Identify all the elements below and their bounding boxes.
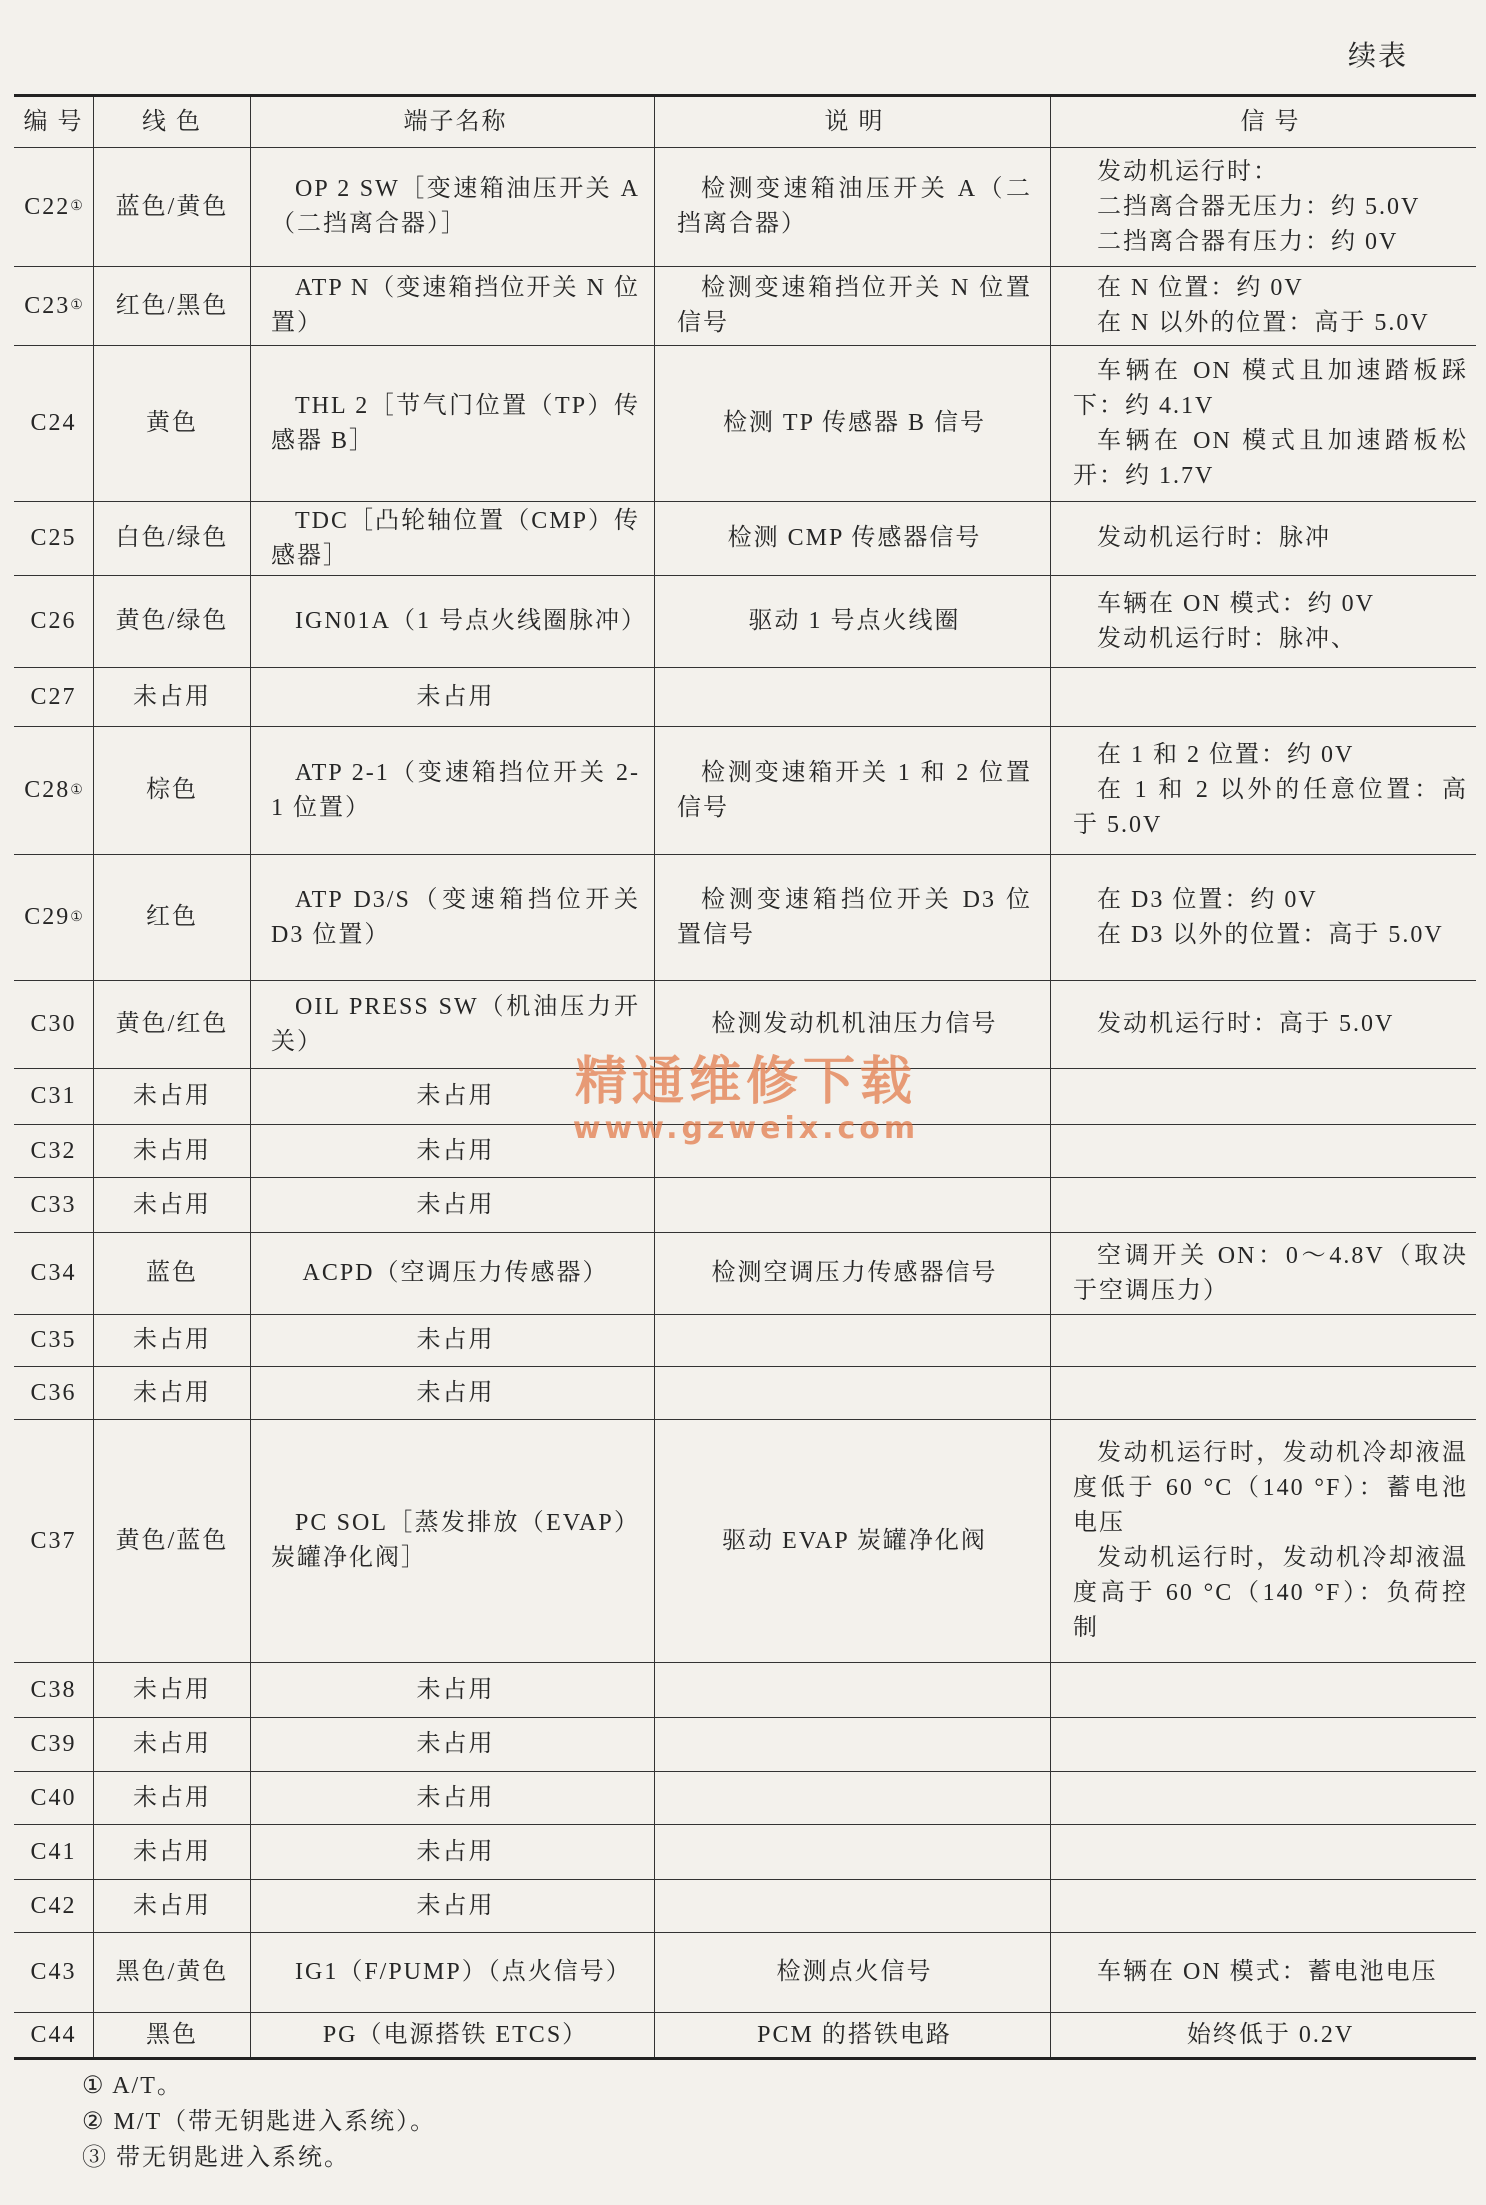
terminal-name: 未占用 xyxy=(416,1137,495,1164)
pin-number-cell xyxy=(14,1178,93,1232)
terminal-name-cell xyxy=(250,1125,654,1177)
signal-line: 在 D3 以外的位置：高于 5.0V xyxy=(1097,921,1444,948)
table-row xyxy=(14,727,1476,855)
signal-cell xyxy=(1050,502,1476,575)
terminal-name: 未占用 xyxy=(416,1892,495,1919)
signal-text xyxy=(1073,1007,1468,1042)
signal-line: 发动机运行时，发动机冷却液温度高于 60 °C（140 °F）：负荷控制 xyxy=(1073,1545,1468,1641)
signal-cell xyxy=(1050,576,1476,667)
terminal-name: 未占用 xyxy=(416,1083,495,1109)
signal-cell xyxy=(1050,1069,1476,1124)
pin-number: C25 xyxy=(30,525,77,551)
signal-text xyxy=(1073,271,1468,341)
terminal-name-cell xyxy=(250,1663,654,1717)
description: 检测 TP 传感器 B 信号 xyxy=(722,410,987,436)
table-row xyxy=(14,1367,1476,1420)
pin-number: C34 xyxy=(30,1260,77,1286)
pin-number-cell xyxy=(14,668,93,726)
signal-cell xyxy=(1050,1315,1476,1366)
header-description: 说 明 xyxy=(654,97,1050,147)
wire-color-cell xyxy=(93,1367,250,1419)
signal-cell xyxy=(1050,2013,1476,2057)
description-cell xyxy=(654,727,1050,854)
table-row xyxy=(14,346,1476,502)
wire-color: 未占用 xyxy=(133,1191,211,1218)
wire-color: 未占用 xyxy=(133,1083,211,1109)
pin-number-cell xyxy=(14,1315,93,1366)
signal-cell xyxy=(1050,267,1476,345)
signal-text xyxy=(1073,1239,1468,1309)
table-header-row xyxy=(14,94,1476,148)
watermark-title: 精通维修下载 xyxy=(574,1052,917,1112)
terminal-name: OP 2 SW［变速箱油压开关 A（二挡离合器）］ xyxy=(271,176,640,237)
terminal-name-cell xyxy=(250,668,654,726)
terminal-name-cell xyxy=(250,1178,654,1232)
description: 检测变速箱挡位开关 N 位置信号 xyxy=(677,275,1032,336)
terminal-name: PG（电源搭铁 ETCS） xyxy=(322,2021,589,2048)
signal-text xyxy=(1073,155,1468,260)
footnote-1: ① A/T。 xyxy=(82,2073,183,2099)
signal-text xyxy=(1073,587,1468,657)
description-cell xyxy=(654,267,1050,345)
description-cell xyxy=(654,1718,1050,1771)
description: 检测变速箱挡位开关 D3 位置信号 xyxy=(677,886,1032,948)
terminal-name: 未占用 xyxy=(416,1676,495,1703)
signal-line: 在 1 和 2 位置：约 0V xyxy=(1097,742,1355,768)
pin-number: C23 xyxy=(24,292,71,319)
footnotes xyxy=(82,2068,436,2176)
signal-line: 发动机运行时： xyxy=(1097,158,1279,185)
table-row xyxy=(14,668,1476,727)
description: 检测变速箱油压开关 A（二挡离合器） xyxy=(677,176,1032,237)
description: PCM 的搭铁电路 xyxy=(757,2021,952,2048)
pin-number-cell xyxy=(14,502,93,575)
pin-number-cell xyxy=(14,981,93,1068)
signal-line: 在 N 位置：约 0V xyxy=(1097,275,1304,301)
pin-number-cell xyxy=(14,1367,93,1419)
wire-color: 未占用 xyxy=(133,1731,211,1757)
table-row xyxy=(14,576,1476,668)
wire-color: 未占用 xyxy=(133,1838,211,1865)
table-row xyxy=(14,1069,1476,1125)
continued-label: 续表 xyxy=(1348,41,1409,72)
footnote-3: ③ 带无钥匙进入系统。 xyxy=(82,2145,350,2171)
signal-text xyxy=(1073,1436,1468,1646)
terminal-name-cell xyxy=(250,502,654,575)
pin-number-cell xyxy=(14,1125,93,1177)
pin-number-cell: C22 ① xyxy=(14,148,93,266)
terminal-name-cell xyxy=(250,855,654,980)
pin-number: C43 xyxy=(30,1959,77,1985)
terminal-name: ATP D3/S（变速箱挡位开关 D3 位置） xyxy=(271,886,640,948)
wire-color: 黑色 xyxy=(146,2021,198,2048)
header-wire-color: 线 色 xyxy=(93,97,250,147)
table-row xyxy=(14,2013,1476,2060)
pin-number: C28 xyxy=(24,777,71,803)
signal-text xyxy=(1073,521,1468,556)
pin-number-cell xyxy=(14,346,93,501)
terminal-name: 未占用 xyxy=(416,1327,495,1353)
signal-cell xyxy=(1050,148,1476,266)
description-cell xyxy=(654,502,1050,575)
table-row xyxy=(14,1233,1476,1315)
signal-text xyxy=(1073,354,1468,494)
description-cell xyxy=(654,1825,1050,1879)
wire-color: 棕色 xyxy=(146,777,198,803)
signal-line: 发动机运行时：脉冲 xyxy=(1097,525,1331,551)
wire-color-cell xyxy=(93,1663,250,1717)
terminal-name-cell xyxy=(250,576,654,667)
description-cell xyxy=(654,1367,1050,1419)
table-row xyxy=(14,1880,1476,1933)
wire-color: 未占用 xyxy=(133,1892,211,1919)
terminal-name: 未占用 xyxy=(416,1784,495,1811)
header-pin-number: 编 号 xyxy=(23,108,84,135)
terminal-name: IGN01A（1 号点火线圈脉冲） xyxy=(295,608,647,634)
description-cell xyxy=(654,346,1050,501)
table-row xyxy=(14,148,1476,267)
pin-number: C29 xyxy=(24,904,71,930)
description-cell xyxy=(654,1069,1050,1124)
pin-number: C33 xyxy=(30,1191,77,1218)
terminal-name: 未占用 xyxy=(416,683,495,710)
pin-number: C38 xyxy=(30,1676,77,1703)
wire-color-cell xyxy=(93,1233,250,1314)
wire-color-cell xyxy=(93,1772,250,1824)
footnote-2: ② M/T（带无钥匙进入系统）。 xyxy=(82,2109,437,2135)
pin-number: C40 xyxy=(30,1784,77,1811)
terminal-name: THL 2［节气门位置（TP）传感器 B］ xyxy=(271,392,640,454)
table-row xyxy=(14,1178,1476,1233)
pin-number-cell xyxy=(14,576,93,667)
signal-cell xyxy=(1050,668,1476,726)
pin-number: C39 xyxy=(30,1731,77,1757)
wire-color-cell xyxy=(93,668,250,726)
header-terminal-name: 端子名称 xyxy=(250,97,654,147)
table-row xyxy=(14,1772,1476,1825)
pin-number: C24 xyxy=(30,410,77,436)
signal-line: 二挡离合器有压力：约 0V xyxy=(1097,228,1399,255)
pin-number-cell xyxy=(14,2013,93,2057)
description-cell xyxy=(654,1663,1050,1717)
description-cell xyxy=(654,1178,1050,1232)
pin-number: C22 xyxy=(24,193,71,220)
header-signal: 信 号 xyxy=(1050,97,1476,147)
wire-color-cell xyxy=(93,576,250,667)
wire-color: 白色/绿色 xyxy=(115,525,229,551)
signal-cell xyxy=(1050,855,1476,980)
terminal-name: TDC［凸轮轴位置（CMP）传感器］ xyxy=(271,507,640,569)
wire-color: 黄色/红色 xyxy=(115,1011,229,1037)
description: 检测变速箱开关 1 和 2 位置信号 xyxy=(677,759,1032,821)
wire-color-cell xyxy=(93,148,250,266)
description-cell xyxy=(654,1125,1050,1177)
description-cell xyxy=(654,576,1050,667)
pin-number: C32 xyxy=(30,1137,77,1164)
signal-line: 在 N 以外的位置：高于 5.0V xyxy=(1097,310,1430,336)
terminal-name-cell xyxy=(250,727,654,854)
signal-text xyxy=(1073,738,1468,843)
wire-color: 未占用 xyxy=(133,1676,211,1703)
wire-color-cell xyxy=(93,267,250,345)
table-row xyxy=(14,1420,1476,1663)
description-cell xyxy=(654,1772,1050,1824)
wire-color-cell xyxy=(93,1069,250,1124)
terminal-name-cell xyxy=(250,1880,654,1932)
signal-text xyxy=(1073,1955,1468,1990)
pin-number-cell: C28 ① xyxy=(14,727,93,854)
pin-number: C30 xyxy=(30,1011,77,1037)
pin-number-cell xyxy=(14,1663,93,1717)
description-cell xyxy=(654,1880,1050,1932)
signal-line: 空调开关 ON：0～4.8V（取决于空调压力） xyxy=(1073,1242,1468,1304)
wire-color-cell xyxy=(93,346,250,501)
terminal-name-cell xyxy=(250,1315,654,1366)
signal-cell xyxy=(1050,1880,1476,1932)
wire-color-cell xyxy=(93,1825,250,1879)
description: 驱动 1 号点火线圈 xyxy=(748,608,961,634)
signal-line: 发动机运行时：高于 5.0V xyxy=(1097,1011,1395,1037)
wire-color: 黄色 xyxy=(146,410,198,436)
wire-color: 未占用 xyxy=(133,1379,211,1406)
signal-line: 车辆在 ON 模式：蓄电池电压 xyxy=(1097,1959,1438,1985)
terminal-name: ACPD（空调压力传感器） xyxy=(302,1260,609,1286)
pin-number-cell xyxy=(14,1880,93,1932)
table-row xyxy=(14,855,1476,981)
description: 检测点火信号 xyxy=(776,1959,933,1985)
pin-number-cell xyxy=(14,1933,93,2012)
signal-line: 车辆在 ON 模式且加速踏板松开：约 1.7V xyxy=(1073,427,1468,489)
pin-number-cell xyxy=(14,1069,93,1124)
table-row xyxy=(14,1933,1476,2013)
wire-color-cell xyxy=(93,1420,250,1662)
wire-color-cell xyxy=(93,1125,250,1177)
signal-cell xyxy=(1050,1663,1476,1717)
terminal-name-cell xyxy=(250,981,654,1068)
terminal-name-cell xyxy=(250,2013,654,2057)
table-row xyxy=(14,1663,1476,1718)
signal-cell xyxy=(1050,1825,1476,1879)
terminal-name: ATP 2-1（变速箱挡位开关 2-1 位置） xyxy=(271,759,640,821)
terminal-name-cell xyxy=(250,1069,654,1124)
pin-number-cell: C29 ① xyxy=(14,855,93,980)
terminal-name: ATP N（变速箱挡位开关 N 位置） xyxy=(271,275,640,336)
terminal-name-cell xyxy=(250,267,654,345)
signal-cell xyxy=(1050,1178,1476,1232)
pin-number: C31 xyxy=(30,1083,77,1109)
signal-cell xyxy=(1050,981,1476,1068)
terminal-name-cell xyxy=(250,346,654,501)
pin-table xyxy=(14,94,1476,2060)
terminal-name-cell xyxy=(250,1718,654,1771)
wire-color-cell xyxy=(93,1315,250,1366)
description-cell xyxy=(654,668,1050,726)
signal-cell xyxy=(1050,1718,1476,1771)
description-cell xyxy=(654,981,1050,1068)
table-row xyxy=(14,267,1476,346)
signal-line: 在 D3 位置：约 0V xyxy=(1097,886,1318,913)
signal-cell xyxy=(1050,1772,1476,1824)
pin-number: C27 xyxy=(30,683,77,710)
table-row xyxy=(14,502,1476,576)
pin-number-cell xyxy=(14,1420,93,1662)
terminal-name-cell xyxy=(250,1825,654,1879)
pin-number: C37 xyxy=(30,1527,77,1554)
description-cell xyxy=(654,1315,1050,1366)
pin-number-cell xyxy=(14,1233,93,1314)
description: 检测空调压力传感器信号 xyxy=(711,1260,998,1286)
pin-number: C36 xyxy=(30,1379,77,1406)
signal-cell xyxy=(1050,346,1476,501)
terminal-name: 未占用 xyxy=(416,1838,495,1865)
wire-color-cell xyxy=(93,1718,250,1771)
terminal-name: 未占用 xyxy=(416,1191,495,1218)
description-cell xyxy=(654,1233,1050,1314)
wire-color-cell xyxy=(93,981,250,1068)
pin-number-cell xyxy=(14,1825,93,1879)
wire-color: 黄色/蓝色 xyxy=(115,1527,229,1554)
wire-color-cell xyxy=(93,855,250,980)
signal-line: 车辆在 ON 模式：约 0V xyxy=(1097,590,1375,617)
terminal-name-cell xyxy=(250,1772,654,1824)
pin-number-cell xyxy=(14,1718,93,1771)
wire-color: 黑色/黄色 xyxy=(115,1959,229,1985)
wire-color: 黄色/绿色 xyxy=(115,608,229,634)
wire-color: 未占用 xyxy=(133,683,211,710)
description-cell xyxy=(654,1933,1050,2012)
description-cell xyxy=(654,2013,1050,2057)
wire-color: 未占用 xyxy=(133,1327,211,1353)
wire-color: 蓝色 xyxy=(146,1260,198,1286)
signal-cell xyxy=(1050,1420,1476,1662)
wire-color: 蓝色/黄色 xyxy=(115,193,229,220)
description: 检测发动机机油压力信号 xyxy=(711,1011,998,1037)
wire-color-cell xyxy=(93,1933,250,2012)
signal-text xyxy=(1073,883,1468,953)
description-cell xyxy=(654,855,1050,980)
wire-color-cell xyxy=(93,727,250,854)
terminal-name-cell xyxy=(250,148,654,266)
terminal-name: 未占用 xyxy=(416,1379,495,1406)
description-cell xyxy=(654,148,1050,266)
signal-line: 发动机运行时，发动机冷却液温度低于 60 °C（140 °F）：蓄电池电压 xyxy=(1073,1440,1468,1536)
signal-cell xyxy=(1050,1233,1476,1314)
signal-cell xyxy=(1050,1125,1476,1177)
wire-color: 未占用 xyxy=(133,1784,211,1811)
signal-cell xyxy=(1050,727,1476,854)
terminal-name: PC SOL［蒸发排放（EVAP）炭罐净化阀］ xyxy=(271,1510,640,1571)
pin-number: C26 xyxy=(30,608,77,634)
table-row xyxy=(14,1718,1476,1772)
terminal-name: 未占用 xyxy=(416,1731,495,1757)
pin-number: C35 xyxy=(30,1327,77,1353)
table-row xyxy=(14,1315,1476,1367)
wire-color: 未占用 xyxy=(133,1137,211,1164)
wire-color: 红色/黑色 xyxy=(115,292,229,319)
signal-cell xyxy=(1050,1933,1476,2012)
wire-color-cell xyxy=(93,2013,250,2057)
wire-color: 红色 xyxy=(146,904,198,930)
signal-line: 车辆在 ON 模式且加速踏板踩下：约 4.1V xyxy=(1073,357,1468,419)
wire-color-cell xyxy=(93,1178,250,1232)
table-row xyxy=(14,1125,1476,1178)
table-row xyxy=(14,981,1476,1069)
description-cell xyxy=(654,1420,1050,1662)
pin-number: C41 xyxy=(30,1838,77,1865)
terminal-name: IG1（F/PUMP）（点火信号） xyxy=(295,1959,632,1985)
watermark-url: www.gzweix.com xyxy=(572,1111,920,1146)
pin-number: C44 xyxy=(30,2021,77,2048)
pin-number: C42 xyxy=(30,1892,77,1919)
signal-line: 始终低于 0.2V xyxy=(1186,2021,1355,2048)
signal-line: 在 1 和 2 以外的任意位置：高于 5.0V xyxy=(1073,777,1468,838)
table-body xyxy=(14,148,1476,2060)
pin-number-cell xyxy=(14,1772,93,1824)
signal-text xyxy=(1073,2018,1468,2053)
wire-color-cell xyxy=(93,502,250,575)
description: 检测 CMP 传感器信号 xyxy=(727,525,982,551)
table-row xyxy=(14,1825,1476,1880)
signal-line: 二挡离合器无压力：约 5.0V xyxy=(1097,193,1421,220)
description: 驱动 EVAP 炭罐净化阀 xyxy=(722,1527,987,1554)
terminal-name-cell xyxy=(250,1420,654,1662)
terminal-name-cell xyxy=(250,1233,654,1314)
terminal-name-cell xyxy=(250,1367,654,1419)
signal-line: 发动机运行时：脉冲、 xyxy=(1097,625,1357,652)
wire-color-cell xyxy=(93,1880,250,1932)
terminal-name-cell xyxy=(250,1933,654,2012)
terminal-name: OIL PRESS SW（机油压力开关） xyxy=(271,993,640,1055)
signal-cell xyxy=(1050,1367,1476,1419)
pin-number-cell: C23 ① xyxy=(14,267,93,345)
